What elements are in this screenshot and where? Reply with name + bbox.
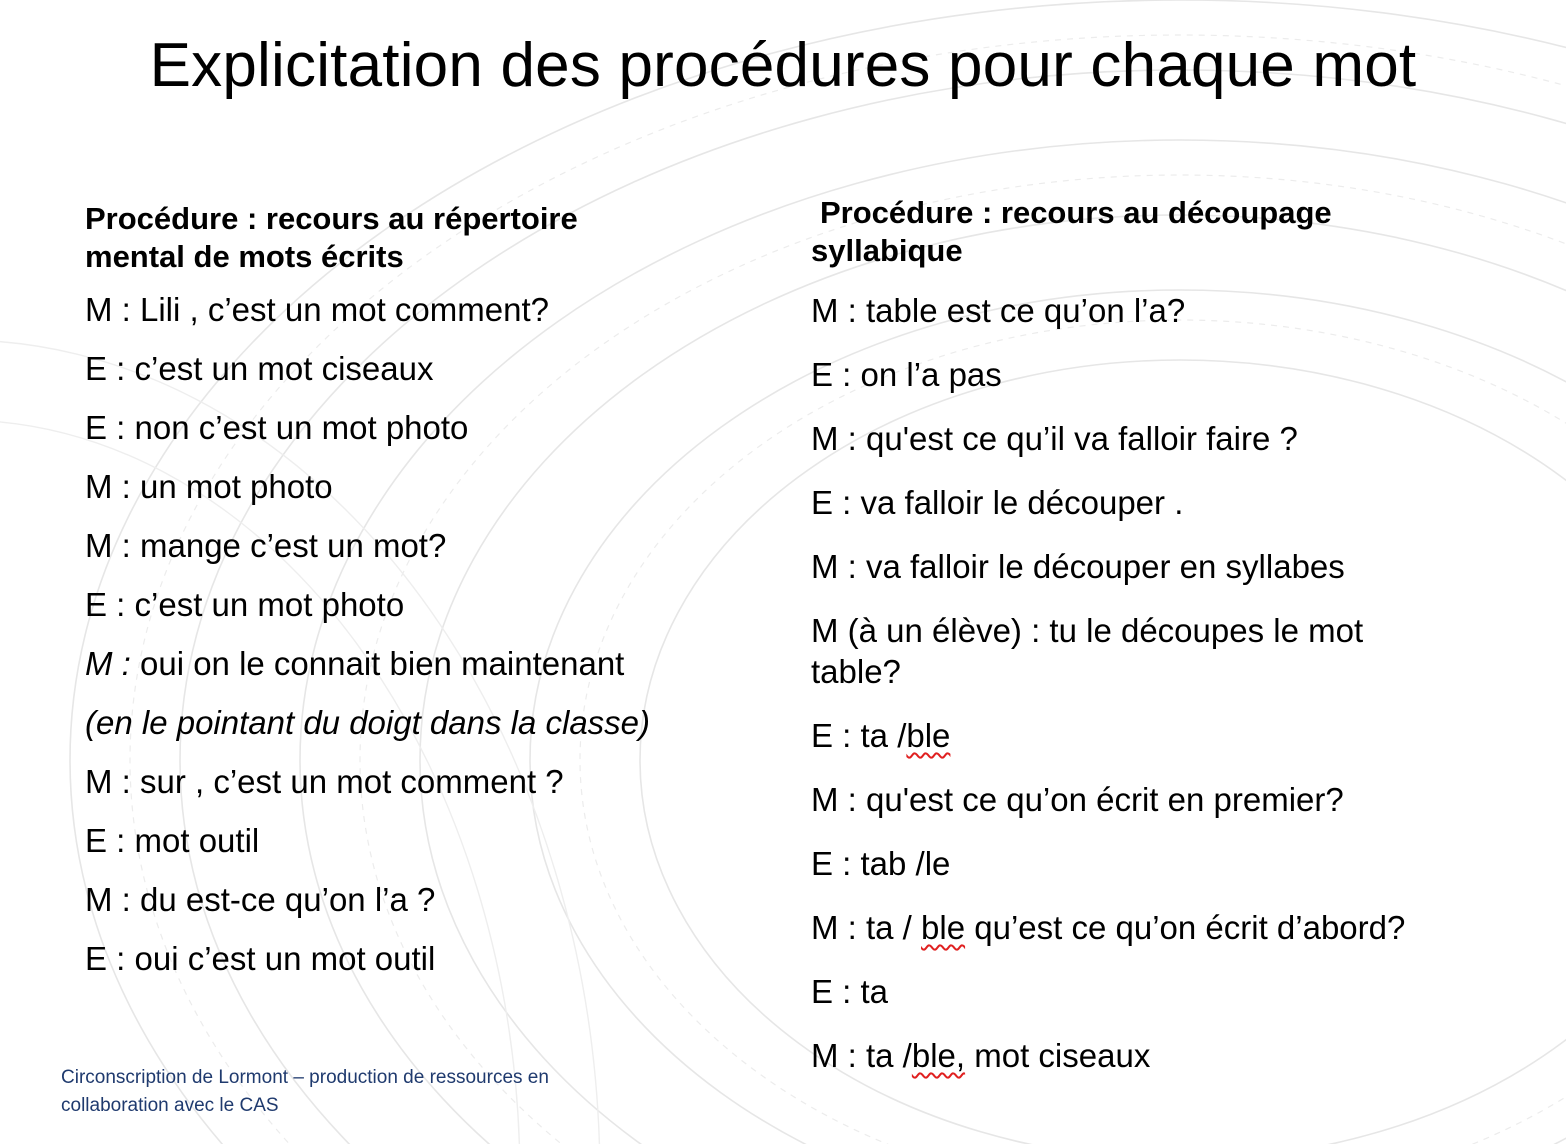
- dialogue-text: M : ta /: [811, 1037, 912, 1074]
- dialogue-line: M : Lili , c’est un mot comment?: [85, 291, 549, 328]
- dialogue-text: oui on le connait bien maintenant: [130, 645, 625, 682]
- dialogue-line: E : tab /le: [811, 845, 951, 882]
- spellcheck-marked-word: ble: [921, 909, 966, 946]
- right-dialogue-list: [811, 290, 1531, 1076]
- right-heading-line-1: Procédure : recours au découpage: [820, 195, 1332, 230]
- dialogue-line: [811, 907, 1531, 948]
- right-column-heading: [811, 194, 1531, 270]
- left-column-mental-repertoire: [85, 200, 745, 998]
- dialogue-line: M : qu'est ce qu’il va falloir faire ?: [811, 420, 1298, 457]
- left-dialogue-list: [85, 290, 745, 979]
- dialogue-line: [811, 610, 1531, 692]
- dialogue-line: M : sur , c’est un mot comment ?: [85, 763, 564, 800]
- dialogue-line: M : table est ce qu’on l’a?: [811, 292, 1186, 329]
- dialogue-line: M : qu'est ce qu’on écrit en premier?: [811, 781, 1344, 818]
- dialogue-text: M (à un élève) : tu le découpes le mot: [811, 612, 1364, 649]
- left-column-heading: [85, 200, 745, 276]
- dialogue-text: M : ta /: [811, 909, 922, 946]
- dialogue-text: qu’est ce qu’on écrit d’abord?: [965, 909, 1406, 946]
- left-heading-line-2: mental de mots écrits: [85, 239, 404, 274]
- dialogue-line: M : mange c’est un mot?: [85, 527, 447, 564]
- stage-direction: (en le pointant du doigt dans la classe): [85, 704, 651, 741]
- dialogue-line: E : oui c’est un mot outil: [85, 940, 436, 977]
- dialogue-line: M : va falloir le découper en syllabes: [811, 548, 1345, 585]
- right-heading-line-2: syllabique: [811, 233, 963, 268]
- dialogue-line: E : c’est un mot ciseaux: [85, 350, 434, 387]
- dialogue-line: [811, 1035, 1531, 1076]
- speaker-label: M :: [85, 645, 131, 682]
- dialogue-line: E : c’est un mot photo: [85, 586, 405, 623]
- right-column-syllabic-split: [811, 194, 1531, 1099]
- footer-line-2: collaboration avec le CAS: [61, 1095, 279, 1116]
- dialogue-line: [85, 644, 745, 684]
- dialogue-line: E : mot outil: [85, 822, 260, 859]
- footer-line-1: Circonscription de Lormont – production de ressources en: [61, 1067, 549, 1088]
- dialogue-text: mot ciseaux: [965, 1037, 1151, 1074]
- dialogue-line: E : non c’est un mot photo: [85, 409, 469, 446]
- spellcheck-marked-word: ble,: [911, 1037, 966, 1074]
- spellcheck-marked-word: ble: [906, 717, 951, 754]
- dialogue-line: M : du est-ce qu’on l’a ?: [85, 881, 436, 918]
- left-heading-line-1: Procédure : recours au répertoire: [85, 201, 578, 236]
- dialogue-text-continued: table?: [811, 653, 901, 690]
- dialogue-line: E : va falloir le découper .: [811, 484, 1184, 521]
- dialogue-line: [811, 715, 1531, 756]
- slide-title: Explicitation des procédures pour chaque mot: [149, 31, 1417, 100]
- dialogue-line: M : un mot photo: [85, 468, 333, 505]
- dialogue-text: E : ta /: [811, 717, 907, 754]
- slide-footer-credit: [61, 1064, 661, 1120]
- dialogue-line: E : ta: [811, 973, 889, 1010]
- dialogue-line: E : on l’a pas: [811, 356, 1002, 393]
